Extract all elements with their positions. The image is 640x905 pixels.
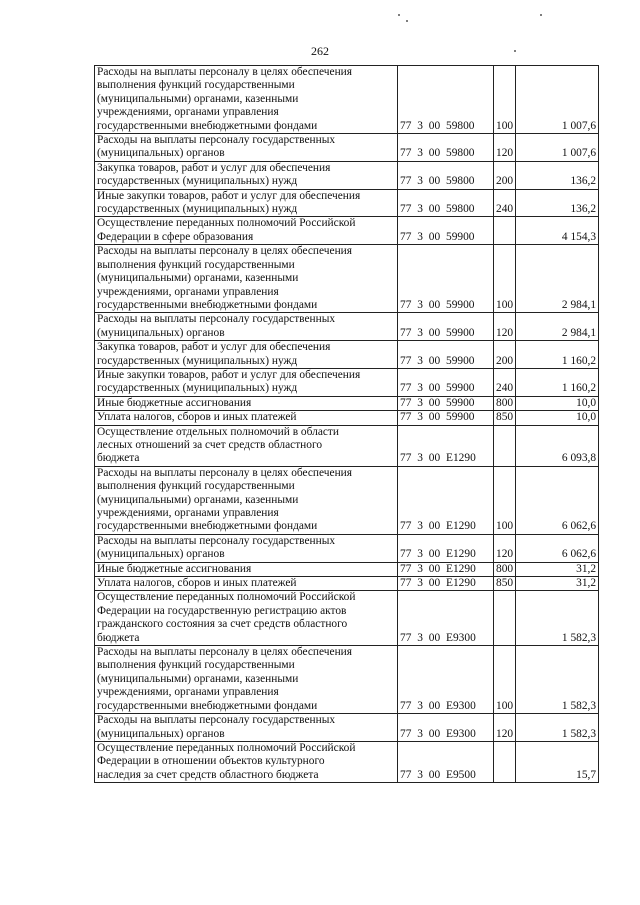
target-article-code-cell: 77 3 00 E1290 [398,577,494,591]
expense-type-cell: 120 [494,714,516,742]
target-article-code-cell: 77 3 00 59900 [398,411,494,425]
expense-type-cell: 100 [494,646,516,714]
expense-type-cell: 200 [494,161,516,189]
expense-type-cell: 240 [494,189,516,217]
target-article-code-cell: 77 3 00 E9300 [398,646,494,714]
table-row [95,66,599,134]
row-name-cell: Расходы на выплаты персоналу в целях обеспечения выполнения функций государственными (муниципальными) органами, казенными учреждениями, органами управления государственными внебюджетными фондами [95,646,398,714]
scan-speck [540,14,542,16]
amount-cell: 31,2 [516,562,599,576]
target-article-code-cell: 77 3 00 E1290 [398,534,494,562]
row-name-cell: Закупка товаров, работ и услуг для обеспечения государственных (муниципальных) нужд [95,161,398,189]
expense-type-cell: 850 [494,577,516,591]
expense-type-cell [494,425,516,466]
expense-type-cell: 240 [494,368,516,396]
target-article-code-cell: 77 3 00 E1290 [398,562,494,576]
row-name-cell: Иные закупки товаров, работ и услуг для обеспечения государственных (муниципальных) нужд [95,189,398,217]
row-name-cell: Расходы на выплаты персоналу государственных (муниципальных) органов [95,714,398,742]
target-article-code-cell: 77 3 00 E9500 [398,741,494,782]
table-row [95,341,599,369]
table-row [95,591,599,646]
table-row [95,562,599,576]
scan-speck [398,14,400,16]
row-name-cell: Уплата налогов, сборов и иных платежей [95,411,398,425]
target-article-code-cell: 77 3 00 E1290 [398,466,494,534]
amount-cell: 2 984,1 [516,245,599,313]
expense-type-cell: 100 [494,245,516,313]
expense-type-cell: 120 [494,534,516,562]
table-row [95,714,599,742]
expense-type-cell: 100 [494,66,516,134]
expense-type-cell: 800 [494,562,516,576]
target-article-code-cell: 77 3 00 E1290 [398,425,494,466]
table-row [95,411,599,425]
budget-table [94,65,599,783]
row-name-cell: Закупка товаров, работ и услуг для обеспечения государственных (муниципальных) нужд [95,341,398,369]
table-row [95,217,599,245]
amount-cell: 1 007,6 [516,66,599,134]
table-row [95,741,599,782]
row-name-cell: Осуществление переданных полномочий Российской Федерации на государственную регистрацию актов гражданского состояния за счет средств областного бюджета [95,591,398,646]
row-name-cell: Расходы на выплаты персоналу государственных (муниципальных) органов [95,534,398,562]
amount-cell: 6 062,6 [516,534,599,562]
amount-cell: 31,2 [516,577,599,591]
table-row [95,466,599,534]
table-row [95,245,599,313]
amount-cell: 1 160,2 [516,341,599,369]
amount-cell: 4 154,3 [516,217,599,245]
amount-cell: 1 582,3 [516,591,599,646]
table-row [95,161,599,189]
expense-type-cell [494,217,516,245]
amount-cell: 1 582,3 [516,646,599,714]
expense-type-cell: 800 [494,396,516,410]
row-name-cell: Осуществление переданных полномочий Российской Федерации в сфере образования [95,217,398,245]
amount-cell: 6 062,6 [516,466,599,534]
table-row [95,396,599,410]
amount-cell: 136,2 [516,189,599,217]
target-article-code-cell: 77 3 00 59900 [398,368,494,396]
row-name-cell: Осуществление переданных полномочий Российской Федерации в отношении объектов культурного наследия за счет средств областного бюджета [95,741,398,782]
amount-cell: 10,0 [516,396,599,410]
target-article-code-cell: 77 3 00 59900 [398,341,494,369]
expense-type-cell: 200 [494,341,516,369]
table-row [95,646,599,714]
table-row [95,425,599,466]
amount-cell: 6 093,8 [516,425,599,466]
row-name-cell: Иные закупки товаров, работ и услуг для обеспечения государственных (муниципальных) нужд [95,368,398,396]
expense-type-cell: 850 [494,411,516,425]
row-name-cell: Уплата налогов, сборов и иных платежей [95,577,398,591]
row-name-cell: Осуществление отдельных полномочий в области лесных отношений за счет средств областного бюджета [95,425,398,466]
target-article-code-cell: 77 3 00 59800 [398,161,494,189]
target-article-code-cell: 77 3 00 59900 [398,396,494,410]
expense-type-cell: 120 [494,313,516,341]
page-number: 262 [311,44,329,58]
row-name-cell: Иные бюджетные ассигнования [95,562,398,576]
scan-speck [406,20,408,22]
expense-type-cell [494,591,516,646]
target-article-code-cell: 77 3 00 E9300 [398,714,494,742]
target-article-code-cell: 77 3 00 E9300 [398,591,494,646]
target-article-code-cell: 77 3 00 59800 [398,66,494,134]
expense-type-cell [494,741,516,782]
target-article-code-cell: 77 3 00 59900 [398,217,494,245]
amount-cell: 1 582,3 [516,714,599,742]
row-name-cell: Расходы на выплаты персоналу в целях обеспечения выполнения функций государственными (муниципальными) органами, казенными учреждениями, органами управления государственными внебюджетными фондами [95,66,398,134]
table-row [95,134,599,162]
table-row [95,577,599,591]
amount-cell: 15,7 [516,741,599,782]
row-name-cell: Расходы на выплаты персоналу в целях обеспечения выполнения функций государственными (муниципальными) органами, казенными учреждениями, органами управления государственными внебюджетными фондами [95,245,398,313]
target-article-code-cell: 77 3 00 59800 [398,189,494,217]
row-name-cell: Расходы на выплаты персоналу государственных (муниципальных) органов [95,134,398,162]
target-article-code-cell: 77 3 00 59900 [398,313,494,341]
target-article-code-cell: 77 3 00 59900 [398,245,494,313]
row-name-cell: Расходы на выплаты персоналу государственных (муниципальных) органов [95,313,398,341]
table-row [95,313,599,341]
budget-table-body [95,66,599,783]
amount-cell: 1 007,6 [516,134,599,162]
table-row [95,189,599,217]
expense-type-cell: 120 [494,134,516,162]
table-row [95,368,599,396]
amount-cell: 10,0 [516,411,599,425]
amount-cell: 136,2 [516,161,599,189]
amount-cell: 2 984,1 [516,313,599,341]
row-name-cell: Иные бюджетные ассигнования [95,396,398,410]
amount-cell: 1 160,2 [516,368,599,396]
row-name-cell: Расходы на выплаты персоналу в целях обеспечения выполнения функций государственными (муниципальными) органами, казенными учреждениями, органами управления государственными внебюджетными фондами [95,466,398,534]
table-row [95,534,599,562]
expense-type-cell: 100 [494,466,516,534]
target-article-code-cell: 77 3 00 59800 [398,134,494,162]
